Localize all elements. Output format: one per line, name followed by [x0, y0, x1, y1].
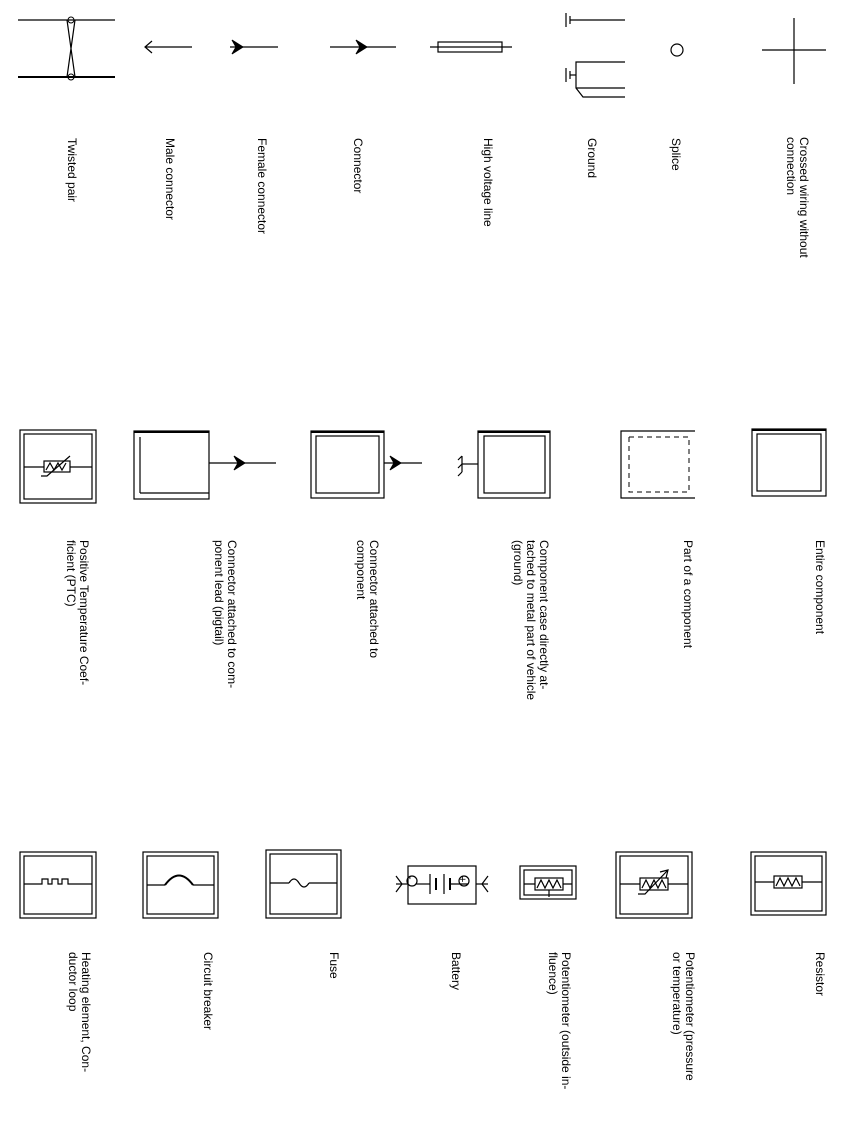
male-connector-label: Male connector	[163, 138, 177, 221]
battery-terminal-negative: -	[404, 876, 416, 880]
fuse-label: Fuse	[327, 952, 341, 979]
ground-label: Ground	[585, 138, 599, 179]
battery-terminal-positive: +	[456, 876, 468, 883]
circuit-breaker-label: Circuit breaker	[201, 952, 215, 1031]
part-component-label: Part of a component	[681, 540, 695, 649]
potentiometer-outside-label: Potentiometer (outside in- fluence)	[546, 952, 573, 1090]
connector-attached-label: Connector attached to component	[354, 540, 381, 659]
heating-element-label: Heating element, Con- ductor loop	[66, 952, 93, 1073]
resistor-label: Resistor	[813, 952, 827, 997]
ptc-label: Positive Temperature Coef- ficient (PTC)	[64, 540, 91, 686]
battery-label: Battery	[449, 952, 463, 991]
female-connector-label: Female connector	[255, 138, 269, 235]
case-ground-label: Component case directly at- tached to metal part of vehicle (ground)	[511, 540, 551, 701]
potentiometer-pressure-label: Potentiometer (pressure or temperature)	[670, 952, 697, 1081]
connector-label: Connector	[351, 138, 365, 194]
twisted-pair-label: Twisted pair	[65, 138, 79, 203]
high-voltage-line-label: High voltage line	[481, 138, 495, 227]
entire-component-label: Entire component	[813, 540, 827, 635]
pigtail-label: Connector attached to com- ponent lead (pigtail)	[212, 540, 239, 689]
crossed-wiring-label: Crossed wiring without connection	[784, 137, 811, 258]
splice-label: Splice	[669, 138, 683, 171]
